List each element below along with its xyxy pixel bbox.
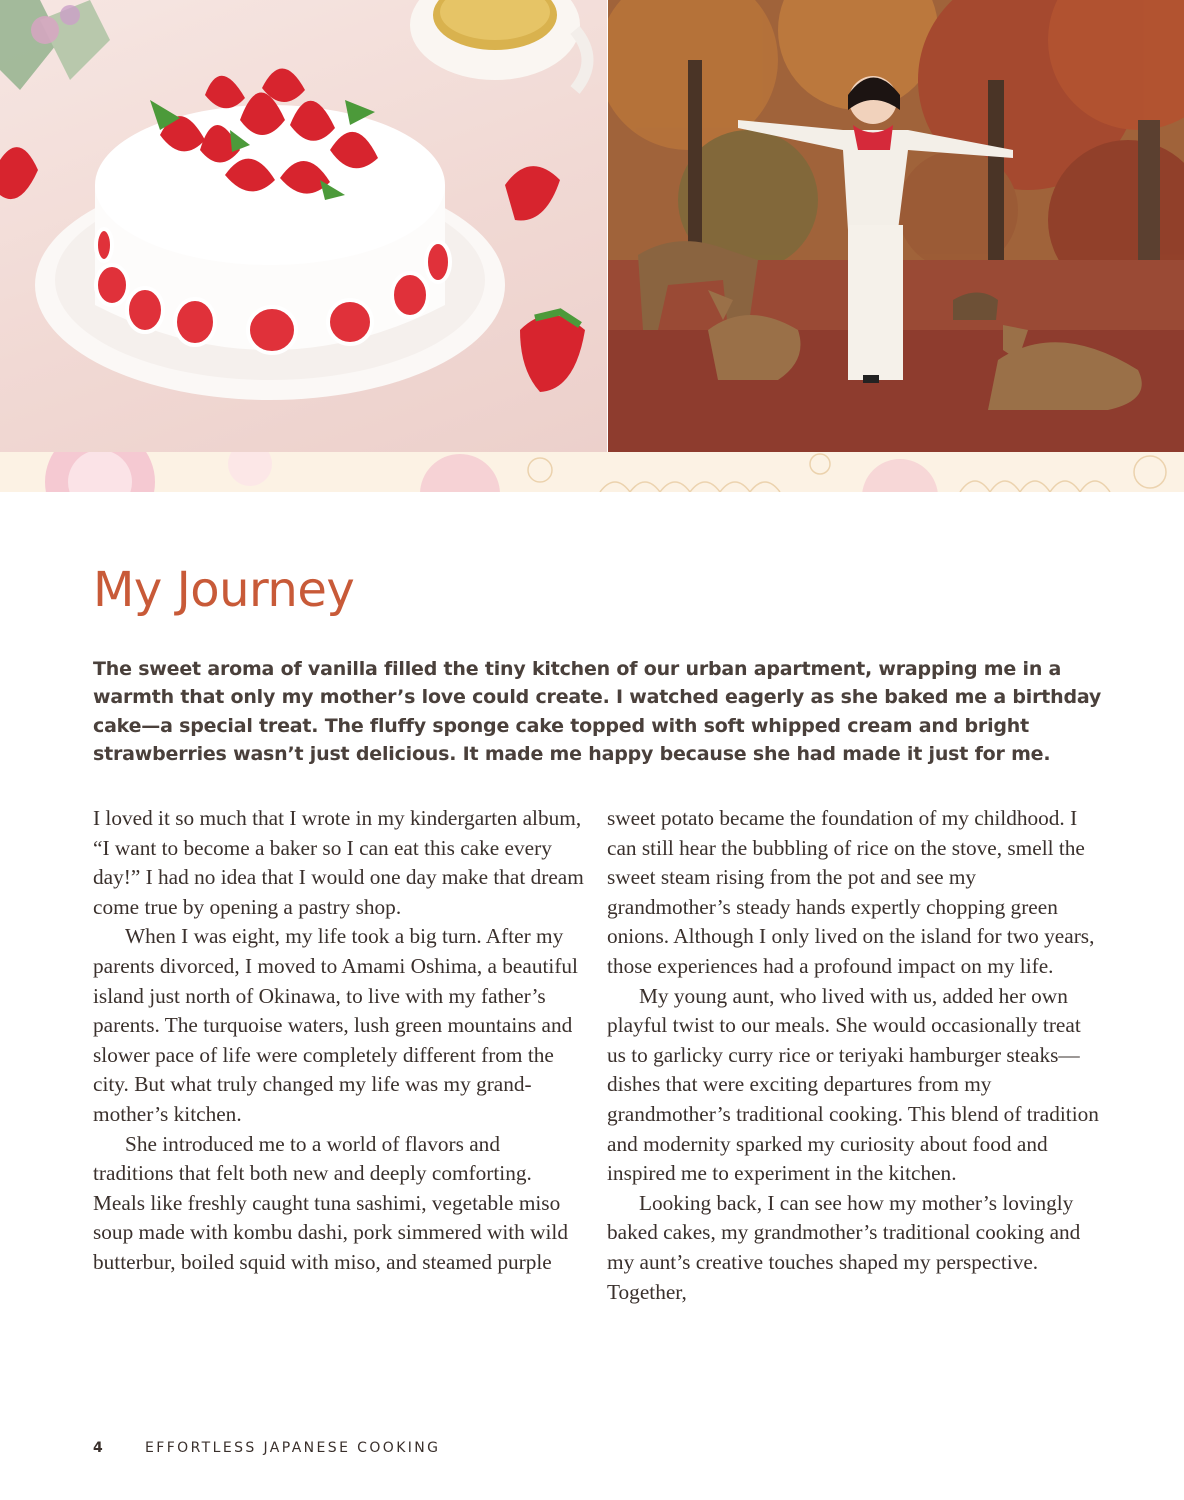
running-title: EFFORTLESS JAPANESE COOKING <box>145 1440 441 1456</box>
body-paragraph: I loved it so much that I wrote in my kindergarten album, “I want to become a baker so I can eat this cake every day!” I had no idea that I would one day make that dream come true by opening a pastry shop. <box>93 806 584 919</box>
body-column-left <box>93 804 585 1278</box>
park-photo-illustration <box>608 0 1184 452</box>
body-paragraph: She introduced me to a world of flavors and traditions that felt both new and deeply comforting. Meals like freshly caught tuna sashimi, vegetable miso soup made with kombu dashi, pork simmered with wild butterbur, boiled squid with miso, and steamed purple <box>93 1131 568 1274</box>
lead-paragraph: The sweet aroma of vanilla filled the tiny kitchen of our urban apartment, wrapping me in a warmth that only my mother’s love could create. I watched eagerly as she baked me a birthday cake—a special treat. The fluffy sponge cake topped with soft whipped cream and bright strawberries wasn’t just delicious. It made me happy because she had made it just for me. <box>93 658 1102 766</box>
body-column-right <box>607 804 1099 1307</box>
body-paragraph: sweet potato became the foundation of my childhood. I can still hear the bubbling of rice on the stove, smell the sweet steam rising from the pot and see my grandmother’s steady hands expertly chopping green onions. Although I only lived on the island for two years, those experiences had a profound impact on my life. <box>607 806 1095 978</box>
body-paragraph: My young aunt, who lived with us, added her own playful twist to our meals. She would occasionally treat us to garlicky curry rice or teriyaki hamburger steaks—dishes that were exciting departures from my grandmother’s traditional cooking. This blend of tradition and modernity sparked my curiosity about food and inspired me to experiment in the kitchen. <box>607 983 1099 1186</box>
body-paragraph: Looking back, I can see how my mother’s lovingly baked cakes, my grandmother’s traditional cooking and my aunt’s creative touches shaped my perspective. Together, <box>607 1190 1081 1304</box>
body-paragraph: When I was eight, my life took a big turn. After my parents divorced, I moved to Amami Oshima, a beautiful island just north of Okinawa, to live with my father’s parents. The turquoise waters, lush green mountains and slower pace of life were completely different from the city. But what truly changed my life was my grand-mother’s kitchen. <box>93 924 578 1126</box>
pattern-band-illustration <box>0 452 1184 492</box>
cake-photo <box>0 0 607 452</box>
photo-strip <box>0 0 1184 452</box>
page-title: My Journey <box>93 562 355 618</box>
cake-photo-illustration <box>0 0 607 452</box>
park-photo <box>608 0 1184 452</box>
page-number: 4 <box>93 1440 103 1456</box>
decorative-pattern-band <box>0 452 1184 492</box>
